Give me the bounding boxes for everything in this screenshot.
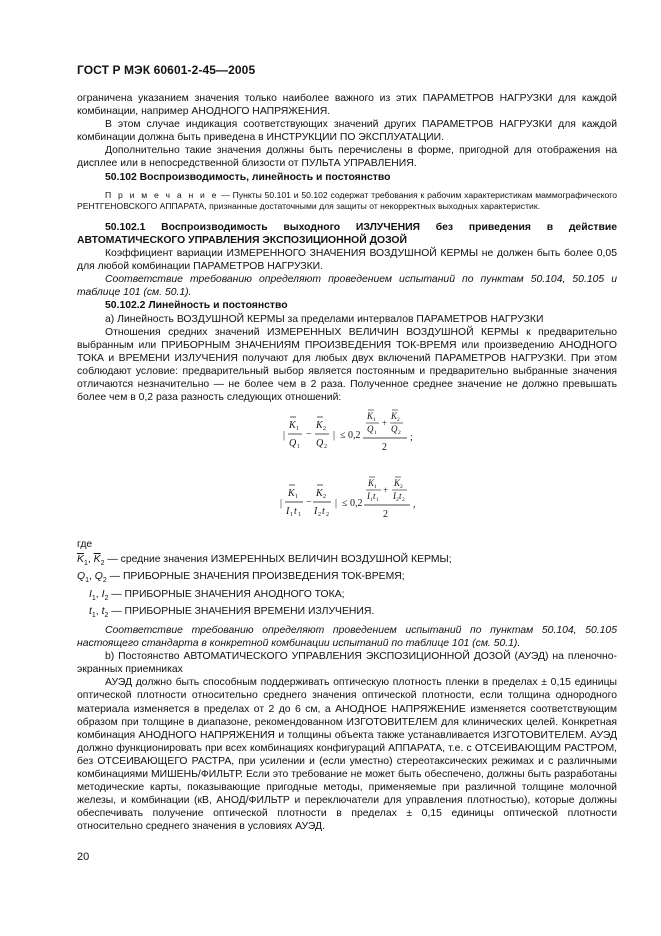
svg-text:I: I xyxy=(367,491,370,502)
definition-t: $t_1$, $t_2$ — ПРИБОРНЫЕ ЗНАЧЕНИЯ ВРЕМЕНИ ИЗЛУЧЕНИЯ. xyxy=(89,605,375,619)
svg-text:Q: Q xyxy=(316,438,324,450)
svg-text:I: I xyxy=(314,506,318,518)
paragraph-compliance: Соответствие требованию определяют проведением испытаний по пунктам 50.104, 50.105 настоящего стандарта в конкретной комбинации испытаний по таблице 101 (см. 50.1). xyxy=(77,624,617,650)
svg-text:2: 2 xyxy=(398,430,401,437)
svg-text:Q: Q xyxy=(367,424,374,435)
svg-text:K: K xyxy=(394,478,401,489)
page-number: 20 xyxy=(77,851,90,863)
note-text: — Пункты 50.101 и 50.102 содержат требования к рабочим характеристикам маммографического РЕНТГЕНОВСКОГО АППАРАТА, признанные достаточными для защиты от некорректных выходных характеристик. xyxy=(77,189,617,212)
svg-text:2: 2 xyxy=(324,444,327,451)
svg-text:K: K xyxy=(367,411,374,422)
svg-text:I: I xyxy=(393,491,396,502)
svg-text:K: K xyxy=(289,420,296,432)
svg-text:2: 2 xyxy=(326,512,329,519)
formula-separator: , xyxy=(413,499,416,511)
svg-text:−: − xyxy=(306,429,312,441)
svg-text:1: 1 xyxy=(295,494,298,501)
paragraph: Отношения средних значений ИЗМЕРЕННЫХ ВЕЛИЧИН ВОЗДУШНОЙ КЕРМЫ к предварительно выбранным или ПРИБОРНЫМ ЗНАЧЕНИЯМ ПРОИЗВЕДЕНИЯ ТОК-ВРЕМЯ или произведению АНОДНОГО ТОКА и ВРЕМЕНИ ИЗЛУЧЕНИЯ получают для любых двух включений ПАРАМЕТРОВ НАГРУЗКИ. При этом соблюдают условие: предварительный выбор является постоянным и предварительно выбранные значения отличаются незначительно — не более чем в 2 раза. Полученное среднее значение не должно превышать более чем в 0,2 раза разность следующих отношений: xyxy=(77,326,617,404)
svg-text:t: t xyxy=(399,491,402,502)
definition-k: $\overline{K}_1$, $\overline{K}_2$ — средние значения ИЗМЕРЕННЫХ ВЕЛИЧИН ВОЗДУШНОЙ КЕРМЫ; xyxy=(77,554,452,568)
svg-text:|: | xyxy=(280,498,283,510)
paragraph: Дополнительно такие значения должны быть перечислены в форме, пригодной для отображения на дисплее или в непосредственной близости от ПУЛЬТА УПРАВЛЕНИЯ. xyxy=(77,145,617,170)
svg-text:2: 2 xyxy=(396,497,399,504)
formula-separator: ; xyxy=(410,432,413,444)
paragraph-compliance: Соответствие требованию определяют проведением испытаний по пунктам 50.104, 50.105 и таблице 101 (см. 50.1). xyxy=(77,274,617,299)
svg-text:t: t xyxy=(373,491,376,502)
svg-text:K: K xyxy=(316,488,323,500)
svg-text:2: 2 xyxy=(400,484,403,491)
definitions-list xyxy=(77,553,617,622)
svg-text:1: 1 xyxy=(376,497,379,504)
paragraph: ограничена указанием значения только наиболее важного из этих ПАРАМЕТРОВ НАГРУЗКИ для каждой комбинации, например АНОДНОГО НАПРЯЖЕНИЯ. xyxy=(77,93,617,118)
svg-text:2: 2 xyxy=(402,497,405,504)
paragraph: В этом случае индикация соответствующих значений других ПАРАМЕТРОВ НАГРУЗКИ для каждой комбинации должна быть приведена в ИНСТРУКЦИИ ПО ЭКСПЛУАТАЦИИ. xyxy=(77,119,617,144)
document-body xyxy=(77,92,617,833)
svg-text:Q: Q xyxy=(289,438,297,450)
svg-text:I: I xyxy=(286,506,290,518)
document-header: ГОСТ Р МЭК 60601-2-45—2005 xyxy=(77,63,256,77)
formula-coefficient: ≤ 0,2 xyxy=(340,430,361,442)
note-label: П р и м е ч а н и е xyxy=(105,189,219,200)
paragraph: АУЭД должно быть способным поддерживать оптическую плотность пленки в пределах ± 0,15 единицы оптической плотности относительно среднего значения оптической плотности, если толщина однородного материала изменяется в пределах от 2 до 6 см, а АНОДНОЕ НАПРЯЖЕНИЕ изменяется соответствующим образом при толщине в диапазоне, рекомендованном ИЗГОТОВИТЕЛЕМ для клинических целей. Конкретная комбинация АНОДНОГО НАПРЯЖЕНИЯ и толщины объекта также устанавливается ИЗГОТОВИТЕЛЕМ. АУЭД должно функционировать при всех комбинациях конфигураций АППАРАТА, т.е. с ОТСЕИВАЮЩИМ РАСТРОМ, без ОТСЕИВАЮЩЕГО РАСТРА, при усилении и (если уместно) стереотаксических режимах и с различными комбинациями МИШЕНЬ/ФИЛЬТР. Если это требование не может быть обеспечено, должны быть разработаны методические карты, показывающие пригодные методы, применяемые при различной толщине молочной железы, и комбинации (кВ, АНОД/ФИЛЬТР и переключатели для управления плотностью), которые должны обеспечивать получение оптической плотности в пределах ± 0,15 единицы оптической плотности относительно среднего значения в условиях АУЭД. xyxy=(77,677,617,833)
svg-text:+: + xyxy=(383,485,389,496)
svg-text:|: | xyxy=(283,430,286,442)
formula-denominator: 2 xyxy=(383,509,388,521)
svg-text:|: | xyxy=(335,498,338,510)
svg-text:+: + xyxy=(382,418,388,429)
svg-text:−: − xyxy=(306,497,312,509)
paragraph: Коэффициент вариации ИЗМЕРЕННОГО ЗНАЧЕНИЯ ВОЗДУШНОЙ КЕРМЫ не должен быть более 0,05 для любой комбинации ПАРАМЕТРОВ НАГРУЗКИ. xyxy=(77,248,617,273)
svg-text:2: 2 xyxy=(323,494,326,501)
svg-text:Q: Q xyxy=(391,424,398,435)
section-heading-50-102-2: 50.102.2 Линейность и постоянство xyxy=(105,300,288,312)
paragraph: b) Постоянство АВТОМАТИЧЕСКОГО УПРАВЛЕНИЯ ЭКСПОЗИЦИОННОЙ ДОЗОЙ (АУЭД) на пленочно-экранных приемниках xyxy=(77,651,617,676)
section-heading-50-102-1: 50.102.1 Воспроизводимость выходного ИЗЛУЧЕНИЯ без приведения в действие АВТОМАТИЧЕСКОГО УПРАВЛЕНИЯ ЭКСПОЗИЦИОННОЙ ДОЗОЙ xyxy=(77,221,617,246)
svg-text:1: 1 xyxy=(374,430,377,437)
svg-text:K: K xyxy=(391,411,398,422)
svg-text:2: 2 xyxy=(397,417,400,424)
svg-text:K: K xyxy=(288,488,295,500)
svg-text:1: 1 xyxy=(370,497,373,504)
definition-i: $I_1$, $I_2$ — ПРИБОРНЫЕ ЗНАЧЕНИЯ АНОДНОГО ТОКА; xyxy=(89,588,345,602)
svg-text:1: 1 xyxy=(373,417,376,424)
svg-text:2: 2 xyxy=(318,512,321,519)
svg-text:1: 1 xyxy=(297,444,300,451)
svg-text:1: 1 xyxy=(290,512,293,519)
svg-text:|: | xyxy=(333,430,336,442)
svg-text:1: 1 xyxy=(298,512,301,519)
formula-1 xyxy=(77,404,617,464)
section-heading-50-102: 50.102 Воспроизводимость, линейность и постоянство xyxy=(105,171,391,183)
note xyxy=(77,190,617,213)
svg-text:1: 1 xyxy=(296,426,299,433)
where-label: где xyxy=(77,539,93,551)
svg-text:K: K xyxy=(316,420,323,432)
svg-text:1: 1 xyxy=(374,484,377,491)
paragraph: а) Линейность ВОЗДУШНОЙ КЕРМЫ за пределами интервалов ПАРАМЕТРОВ НАГРУЗКИ xyxy=(105,313,544,325)
definition-q: $Q_1$, $Q_2$ — ПРИБОРНЫЕ ЗНАЧЕНИЯ ПРОИЗВЕДЕНИЯ ТОК-ВРЕМЯ; xyxy=(77,571,405,585)
svg-text:K: K xyxy=(368,478,375,489)
formula-2 xyxy=(77,466,617,532)
svg-text:2: 2 xyxy=(323,426,326,433)
formula-denominator: 2 xyxy=(382,442,387,454)
svg-text:t: t xyxy=(322,506,325,518)
svg-text:t: t xyxy=(294,506,297,518)
formula-coefficient: ≤ 0,2 xyxy=(342,498,363,510)
